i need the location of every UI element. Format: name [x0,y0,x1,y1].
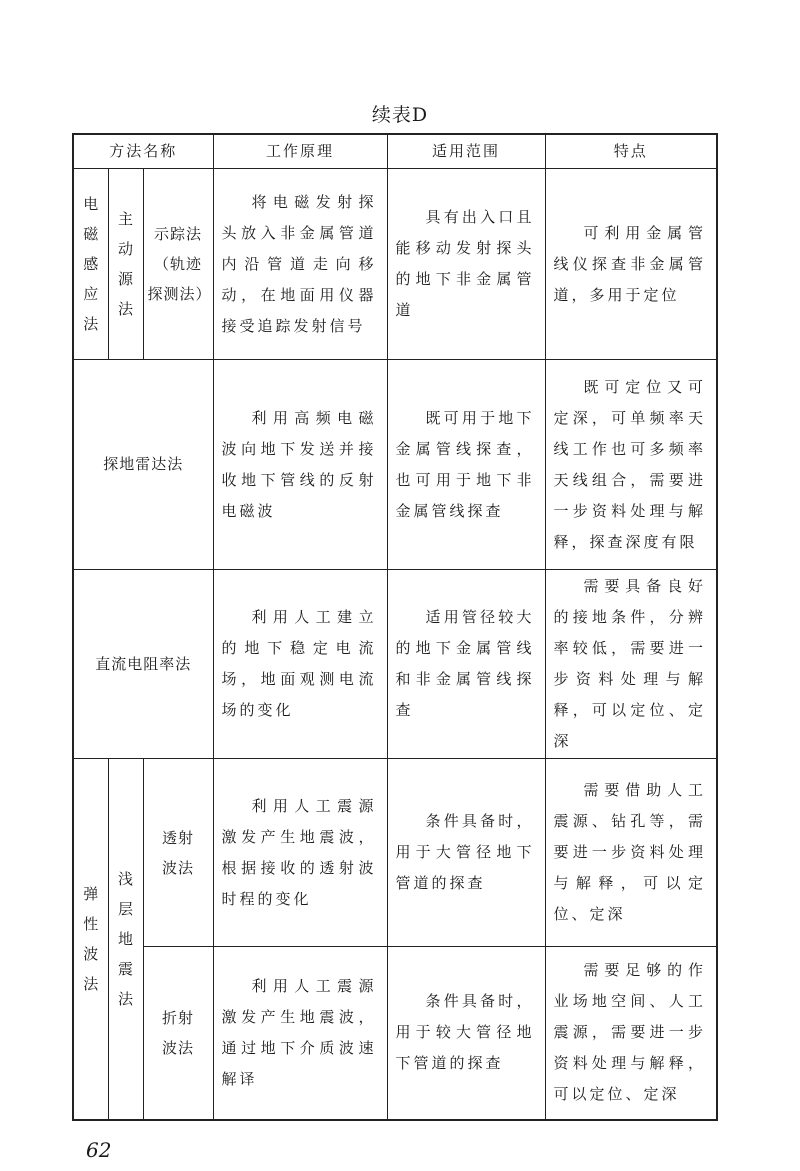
table-caption: 续表D [371,104,429,126]
table-row [73,570,717,759]
header-method: 方法名称 [73,134,213,169]
table-row [73,759,717,947]
scope-cell: 既可用于地下金属管线探查，也可用于地下非金属管线探查 [387,360,545,570]
table-row [73,169,717,360]
features-cell: 需要借助人工震源、钻孔等，需要进一步资料处理与解释，可以定位、定深 [545,759,717,947]
features-cell: 需要具备良好的接地条件，分辨率较低，需要进一步资料处理与解释，可以定位、定深 [545,570,717,759]
header-features: 特点 [545,134,717,169]
method-name: 直流电阻率法 [73,570,213,759]
header-principle: 工作原理 [213,134,387,169]
group-shallow-seismic: 浅 层 地 震 法 [108,759,143,1120]
principle-cell: 利用人工建立的地下稳定电流场，地面观测电流场的变化 [213,570,387,759]
method-name: 示踪法（轨迹探测法） [143,169,213,360]
methods-table [72,133,718,1121]
table-row [73,947,717,1120]
method-name: 探地雷达法 [73,360,213,570]
features-cell: 需要足够的作业场地空间、人工震源，需要进一步资料处理与解释，可以定位、定深 [545,947,717,1120]
group-em-induction: 电 磁 感 应 法 [73,169,108,360]
header-scope: 适用范围 [387,134,545,169]
scope-cell: 条件具备时，用于大管径地下管道的探查 [387,759,545,947]
page-number: 62 [86,1138,112,1162]
method-name: 透射波法 [143,759,213,947]
principle-cell: 利用人工震源激发产生地震波，通过地下介质波速解译 [213,947,387,1120]
table-row [73,360,717,570]
scope-cell: 条件具备时，用于较大管径地下管道的探查 [387,947,545,1120]
group-active-source: 主 动 源 法 [108,169,143,360]
scope-cell: 具有出入口且能移动发射探头的地下非金属管道 [387,169,545,360]
table-header-row [73,134,717,169]
features-cell: 可利用金属管线仪探查非金属管道，多用于定位 [545,169,717,360]
principle-cell: 利用高频电磁波向地下发送并接收地下管线的反射电磁波 [213,360,387,570]
group-elastic-wave: 弹 性 波 法 [73,759,108,1120]
principle-cell: 将电磁发射探头放入非金属管道内沿管道走向移动，在地面用仪器接受追踪发射信号 [213,169,387,360]
principle-cell: 利用人工震源激发产生地震波，根据接收的透射波时程的变化 [213,759,387,947]
features-cell: 既可定位又可定深，可单频率天线工作也可多频率天线组合，需要进一步资料处理与解释，探查深度有限 [545,360,717,570]
scope-cell: 适用管径较大的地下金属管线和非金属管线探查 [387,570,545,759]
method-name: 折射波法 [143,947,213,1120]
